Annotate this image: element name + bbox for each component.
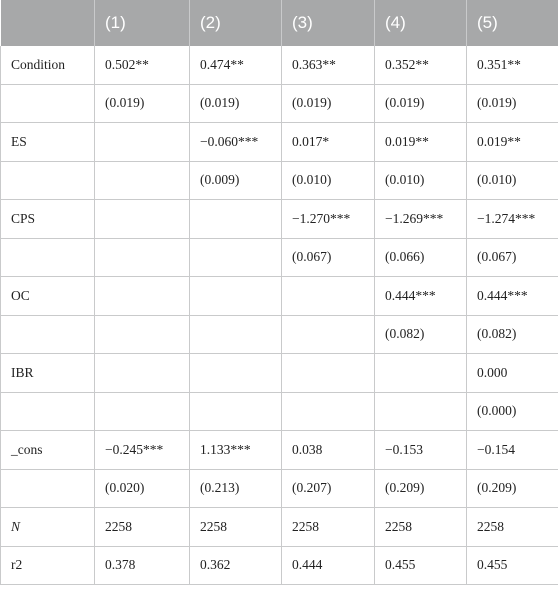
row-label	[1, 469, 95, 508]
table-cell	[95, 238, 190, 277]
table-cell: 0.474**	[190, 46, 282, 84]
table-cell: 0.363**	[282, 46, 375, 84]
table-row	[1, 84, 558, 123]
table-cell: −1.270***	[282, 200, 375, 239]
table-cell	[282, 392, 375, 431]
table-row	[1, 123, 558, 162]
table-cell: 0.019**	[375, 123, 467, 162]
table-cell	[190, 238, 282, 277]
table-cell	[190, 392, 282, 431]
table-cell: 0.455	[375, 546, 467, 585]
table-cell: (0.207)	[282, 469, 375, 508]
table-cell: 0.000	[467, 354, 558, 393]
table-cell	[95, 354, 190, 393]
table-cell: (0.019)	[190, 84, 282, 123]
table-cell: (0.067)	[467, 238, 558, 277]
table-row	[1, 200, 558, 239]
table-cell: −0.153	[375, 431, 467, 470]
table-cell: −0.060***	[190, 123, 282, 162]
table-row	[1, 469, 558, 508]
table-cell: 0.351**	[467, 46, 558, 84]
table-cell: 2258	[467, 508, 558, 547]
table-cell	[190, 315, 282, 354]
table-cell	[282, 354, 375, 393]
header-cell-label	[1, 0, 95, 46]
table-cell: (0.209)	[467, 469, 558, 508]
header-cell-model-1: (1)	[95, 0, 190, 46]
table-cell	[95, 161, 190, 200]
table-cell: −1.269***	[375, 200, 467, 239]
row-label: ES	[1, 123, 95, 162]
table-header	[1, 0, 558, 46]
table-row	[1, 354, 558, 393]
table-cell: 0.362	[190, 546, 282, 585]
table-cell: 0.444***	[375, 277, 467, 316]
table-cell: 2258	[190, 508, 282, 547]
header-cell-model-2: (2)	[190, 0, 282, 46]
table-cell	[375, 392, 467, 431]
table-cell: 2258	[95, 508, 190, 547]
table-cell: 0.444	[282, 546, 375, 585]
header-cell-model-5: (5)	[467, 0, 558, 46]
table-cell	[282, 277, 375, 316]
table-cell: (0.000)	[467, 392, 558, 431]
table-cell	[190, 277, 282, 316]
header-cell-model-4: (4)	[375, 0, 467, 46]
table-cell	[95, 392, 190, 431]
table-body	[1, 46, 558, 585]
table-cell	[190, 200, 282, 239]
table-row	[1, 161, 558, 200]
table-cell: (0.020)	[95, 469, 190, 508]
table-cell	[375, 354, 467, 393]
table-cell: 0.378	[95, 546, 190, 585]
row-label: CPS	[1, 200, 95, 239]
table-cell: −0.245***	[95, 431, 190, 470]
table-cell: (0.066)	[375, 238, 467, 277]
table-cell	[95, 315, 190, 354]
table-cell: 0.455	[467, 546, 558, 585]
table-cell: (0.209)	[375, 469, 467, 508]
table-cell: (0.019)	[375, 84, 467, 123]
row-label: Condition	[1, 46, 95, 84]
table-cell: (0.082)	[375, 315, 467, 354]
table-cell	[95, 277, 190, 316]
table-row	[1, 238, 558, 277]
table-cell: (0.019)	[95, 84, 190, 123]
row-label	[1, 392, 95, 431]
table-row	[1, 546, 558, 585]
table-row	[1, 315, 558, 354]
table-row	[1, 508, 558, 547]
row-label: r2	[1, 546, 95, 585]
row-label	[1, 315, 95, 354]
row-label: _cons	[1, 431, 95, 470]
table-cell: 0.352**	[375, 46, 467, 84]
row-label: IBR	[1, 354, 95, 393]
table-cell: (0.213)	[190, 469, 282, 508]
header-row	[1, 0, 558, 46]
table-cell: (0.010)	[375, 161, 467, 200]
table-cell: −0.154	[467, 431, 558, 470]
table-cell: (0.010)	[467, 161, 558, 200]
table-cell: 0.502**	[95, 46, 190, 84]
table-cell: 0.017*	[282, 123, 375, 162]
table-cell: −1.274***	[467, 200, 558, 239]
table-row	[1, 392, 558, 431]
table-cell: 0.444***	[467, 277, 558, 316]
table-cell	[95, 200, 190, 239]
row-label: OC	[1, 277, 95, 316]
table-cell: 1.133***	[190, 431, 282, 470]
row-label	[1, 238, 95, 277]
table-cell: (0.019)	[467, 84, 558, 123]
table-cell: 0.019**	[467, 123, 558, 162]
table-cell	[95, 123, 190, 162]
table-cell: (0.067)	[282, 238, 375, 277]
table-row	[1, 46, 558, 84]
table-row	[1, 277, 558, 316]
table-cell: 2258	[282, 508, 375, 547]
row-label: N	[1, 508, 95, 547]
table-cell: (0.010)	[282, 161, 375, 200]
table-cell: (0.019)	[282, 84, 375, 123]
table-cell: 2258	[375, 508, 467, 547]
header-cell-model-3: (3)	[282, 0, 375, 46]
table-cell: (0.082)	[467, 315, 558, 354]
row-label	[1, 84, 95, 123]
table-row	[1, 431, 558, 470]
row-label	[1, 161, 95, 200]
table-cell: (0.009)	[190, 161, 282, 200]
table-cell	[282, 315, 375, 354]
table-cell	[190, 354, 282, 393]
table-cell: 0.038	[282, 431, 375, 470]
